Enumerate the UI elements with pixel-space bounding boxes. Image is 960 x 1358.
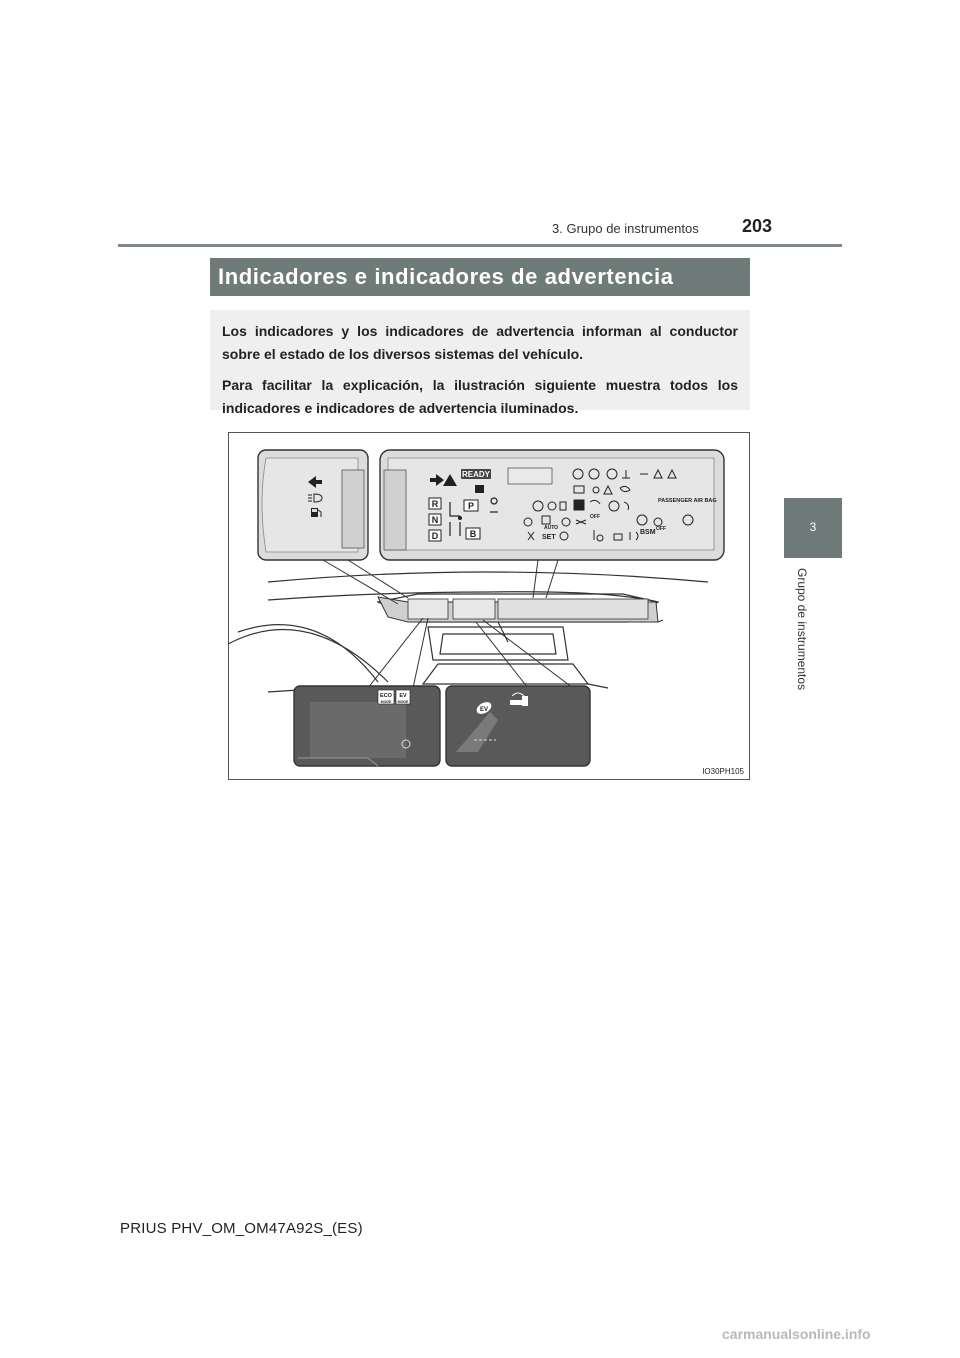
cluster-window-1: [408, 599, 448, 619]
chapter-side-label: Grupo de instrumentos: [795, 568, 809, 691]
section-title: Indicadores e indicadores de advertencia: [210, 258, 750, 296]
instrument-cluster-figure: [228, 432, 750, 780]
page-header-section: 3. Grupo de instrumentos: [552, 221, 699, 236]
shift-p-label: P: [467, 501, 475, 511]
header-rule: [118, 244, 842, 247]
chapter-tab: [784, 498, 842, 558]
intro-paragraph-2: Para facilitar la explicación, la ilustración siguiente muestra todos los indicadores e indicadores de advertencia iluminados.: [222, 377, 738, 416]
ev-badge-label: EV: [479, 707, 489, 713]
lower-right-panel: [446, 686, 590, 766]
ready-label: READY: [461, 470, 491, 479]
off-label-1: OFF: [590, 514, 600, 520]
digital-display-window: [508, 468, 552, 484]
footer-document-id: PRIUS PHV_OM_OM47A92S_(ES): [120, 1220, 363, 1237]
passenger-airbag-label: PASSENGER AIR BAG: [658, 498, 717, 504]
shift-d-label: D: [431, 531, 439, 541]
security-icon: [475, 485, 484, 493]
cluster-window-2: [453, 599, 495, 619]
shift-r-label: R: [431, 499, 439, 509]
off-label-2: OFF: [656, 526, 666, 532]
intro-paragraph-1: Los indicadores y los indicadores de advertencia informan al conductor sobre el estado de los diversos sistemas del vehículo.: [222, 323, 738, 362]
chapter-tab-number: 3: [809, 520, 817, 534]
main-panel-left-frame: [384, 470, 406, 550]
ev-mode-sub-label: MODE: [397, 700, 409, 704]
left-panel-frame: [342, 470, 364, 548]
shift-position-dot: [458, 516, 462, 520]
eco-mode-sub-label: MODE: [380, 700, 392, 704]
ev-mode-label: EV: [399, 693, 407, 699]
set-label: SET: [542, 534, 556, 541]
lower-left-display: [310, 702, 406, 758]
eco-mode-label: ECO: [380, 693, 392, 699]
auto-label: AUTO: [544, 525, 559, 531]
page-number: 203: [742, 216, 773, 236]
shift-n-label: N: [431, 515, 439, 525]
intro-box: [210, 310, 750, 416]
shift-b-label: B: [469, 529, 477, 539]
figure-code: IO30PH105: [702, 767, 744, 776]
cluster-window-3: [498, 599, 648, 619]
watermark: carmanualsonline.info: [722, 1326, 871, 1342]
bsm-label: BSM: [640, 529, 656, 536]
